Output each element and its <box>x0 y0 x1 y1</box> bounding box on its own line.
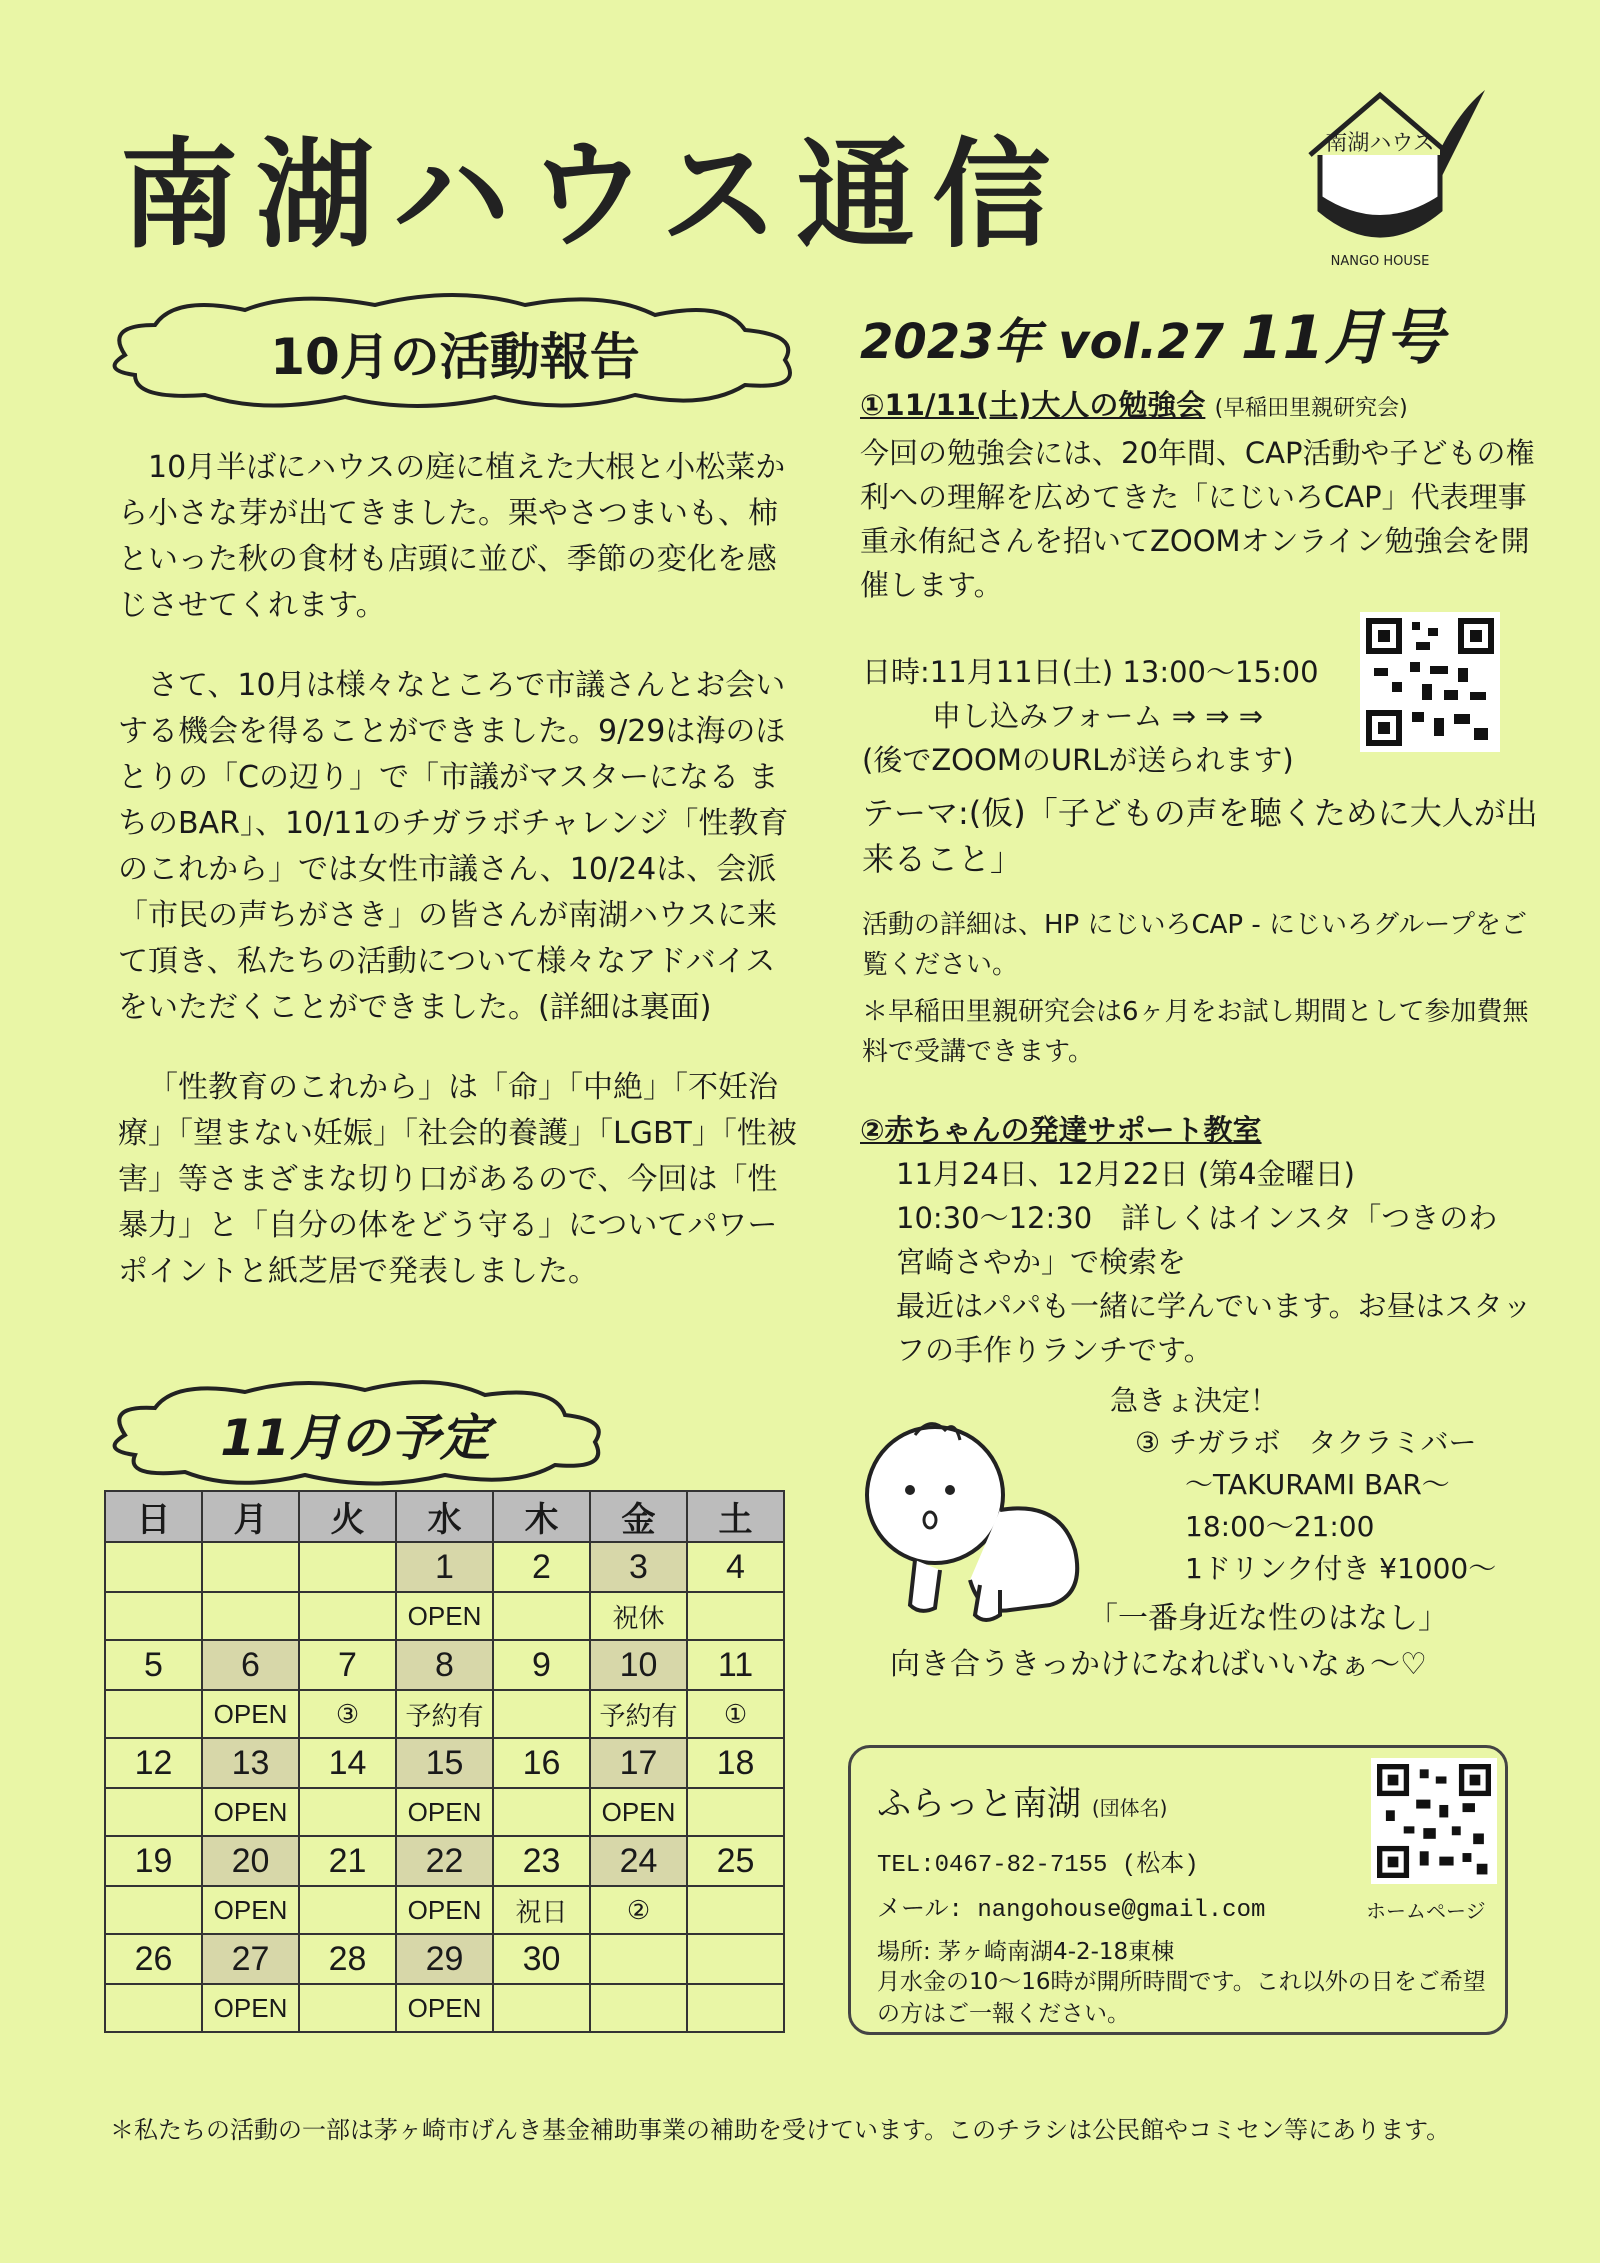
calendar-day-number: 7 <box>299 1640 396 1690</box>
calendar-day-note: OPEN <box>202 1886 299 1934</box>
calendar-day-note: OPEN <box>396 1592 493 1640</box>
newsletter-title: 南湖ハウス通信 <box>120 125 1069 264</box>
calendar-day-number: 29 <box>396 1934 493 1984</box>
whale-house-logo <box>1270 60 1490 270</box>
calendar-note-row <box>105 1886 784 1934</box>
baby-class-dates: 11月24日、12月22日 (第4金曜日) <box>896 1157 1355 1191</box>
calendar-day-number: 19 <box>105 1836 202 1886</box>
calendar-day-note <box>105 1690 202 1738</box>
calendar-day-note <box>299 1886 396 1934</box>
calendar-day-number: 16 <box>493 1738 590 1788</box>
study-note: ＊早稲田里親研究会は6ヶ月をお試し期間として参加費無料で受講できます。 <box>862 997 1529 1067</box>
calendar-day-note: 予約有 <box>590 1690 687 1738</box>
calendar-day-number: 15 <box>396 1738 493 1788</box>
calendar-day-note: OPEN <box>590 1788 687 1836</box>
calendar-day-row <box>105 1542 784 1592</box>
calendar-day-note: OPEN <box>202 1788 299 1836</box>
calendar-day-number: 6 <box>202 1640 299 1690</box>
bar-urgent: 急きょ決定！ <box>1110 1384 1279 1417</box>
weekday-header: 月 <box>202 1491 299 1542</box>
october-paragraph-3: 「性教育のこれから」は「命」「中絶」「不妊治療」「望まない妊娠」「社会的養護」「LGBT」「性被害」等さまざまな切り口があるので、今回は「性暴力」と「自分の体をどう守る」についてパワーポイントと紙芝居で発表しました。 <box>118 1070 797 1289</box>
baby-class-title: ②赤ちゃんの発達サポート教室 <box>860 1113 1262 1147</box>
calendar-day-note <box>687 1886 784 1934</box>
calendar-day-number: 27 <box>202 1934 299 1984</box>
contact-mail[interactable]: メール: nangohouse@gmail.com <box>877 1897 1266 1924</box>
calendar-day-number <box>105 1542 202 1592</box>
study-event <box>860 383 1540 607</box>
november-calendar <box>104 1490 785 2033</box>
calendar-day-number: 1 <box>396 1542 493 1592</box>
calendar-day-number: 11 <box>687 1640 784 1690</box>
november-heading-cloud <box>95 1370 615 1500</box>
group-label: (団体名) <box>1091 1796 1168 1820</box>
issue-month: 11月号 <box>1240 303 1445 373</box>
calendar-note-row <box>105 1690 784 1738</box>
homepage-qr-code[interactable] <box>1371 1758 1497 1884</box>
calendar-day-note: OPEN <box>202 1984 299 2032</box>
study-schedule <box>862 650 1362 782</box>
calendar-day-note <box>105 1984 202 2032</box>
study-org: (早稲田里親研究会) <box>1214 396 1408 421</box>
calendar-day-note: OPEN <box>396 1984 493 2032</box>
contact-box <box>848 1745 1508 2035</box>
study-qr-code[interactable] <box>1360 612 1500 752</box>
bar-event <box>1105 1380 1525 1590</box>
calendar-day-note: 予約有 <box>396 1690 493 1738</box>
october-heading-cloud <box>95 285 815 415</box>
calendar-day-number: 8 <box>396 1640 493 1690</box>
calendar-day-number <box>299 1542 396 1592</box>
weekday-header: 水 <box>396 1491 493 1542</box>
calendar-day-note <box>493 1788 590 1836</box>
calendar-day-note <box>202 1592 299 1640</box>
calendar-day-note <box>493 1984 590 2032</box>
calendar-day-number: 2 <box>493 1542 590 1592</box>
calendar-day-number <box>590 1934 687 1984</box>
calendar-day-number: 5 <box>105 1640 202 1690</box>
bar-subtitle: ～TAKURAMI BAR～ <box>1185 1468 1450 1501</box>
weekday-header: 金 <box>590 1491 687 1542</box>
calendar-day-row <box>105 1738 784 1788</box>
weekday-header: 火 <box>299 1491 396 1542</box>
weekday-header: 日 <box>105 1491 202 1542</box>
logo-caption: NANGO HOUSE <box>1330 254 1430 269</box>
contact-hours: 月水金の10～16時が開所時間です。これ以外の日をご希望の方はご一報ください。 <box>877 1969 1486 2027</box>
calendar-day-note: OPEN <box>202 1690 299 1738</box>
calendar-day-note <box>299 1592 396 1640</box>
calendar-day-note <box>590 1984 687 2032</box>
group-name-row <box>877 1776 1167 1825</box>
calendar-day-number: 9 <box>493 1640 590 1690</box>
qr-code-icon <box>1366 618 1494 746</box>
calendar-day-note: ③ <box>299 1690 396 1738</box>
contact-place: 場所: 茅ヶ崎南湖4-2-18東棟 <box>877 1939 1175 1965</box>
calendar-day-note <box>687 1984 784 2032</box>
calendar-day-number: 10 <box>590 1640 687 1690</box>
baby-class-event <box>860 1108 1540 1372</box>
study-body: 今回の勉強会には、20年間、CAP活動や子どもの権利への理解を広めてきた「にじいろCAP」代表理事 重永侑紀さんを招いてZOOMオンライン勉強会を開催します。 <box>860 436 1535 602</box>
calendar-day-note: ① <box>687 1690 784 1738</box>
bar-price: 1ドリンク付き ¥1000～ <box>1185 1552 1497 1585</box>
calendar-day-number: 12 <box>105 1738 202 1788</box>
study-theme: テーマ:(仮)「子どもの声を聴くために大人が出来ること」 <box>862 794 1538 878</box>
calendar-note-row <box>105 1788 784 1836</box>
calendar-day-number: 22 <box>396 1836 493 1886</box>
footer-note: ＊私たちの活動の一部は茅ヶ崎市げんき基金補助事業の補助を受けています。このチラシは公民館やコミセン等にあります。 <box>110 2116 1451 2144</box>
bar-time: 18:00～21:00 <box>1185 1510 1375 1543</box>
calendar-day-number: 26 <box>105 1934 202 1984</box>
calendar-day-note <box>687 1592 784 1640</box>
calendar-day-row <box>105 1836 784 1886</box>
calendar-day-number: 18 <box>687 1738 784 1788</box>
study-apply-link[interactable]: 申し込みフォーム ⇒ ⇒ ⇒ <box>932 699 1264 733</box>
study-title: ①11/11(土)大人の勉強会 <box>860 388 1206 422</box>
calendar-day-note: 祝日 <box>493 1886 590 1934</box>
calendar-day-number: 24 <box>590 1836 687 1886</box>
calendar-day-note: ② <box>590 1886 687 1934</box>
bar-closing: 向き合うきっかけになればいいなぁ～♡ <box>890 1647 1427 1682</box>
calendar-note-row <box>105 1592 784 1640</box>
calendar-day-note <box>105 1788 202 1836</box>
weekday-header: 土 <box>687 1491 784 1542</box>
october-paragraph-2: さて、10月は様々なところで市議さんとお会いする機会を得ることができました。9/29は海のほとりの「Cの辺り」で「市議がマスターになる まちのBAR」、10/11のチガラボチャレンジ「性教育のこれから」では女性市議さん、10/24は、会派「市民の声ちがさき」の皆さんが南湖ハウスに来て頂き、私たちの活動について様々なアドバイスをいただくことができました。(詳細は裏面) <box>118 668 789 1025</box>
calendar-day-row <box>105 1934 784 1984</box>
homepage-label: ホームページ <box>1366 1899 1486 1923</box>
calendar-day-note <box>493 1690 590 1738</box>
calendar-day-number: 21 <box>299 1836 396 1886</box>
calendar-day-number: 23 <box>493 1836 590 1886</box>
calendar-day-number: 17 <box>590 1738 687 1788</box>
group-name: ふらっと南湖 <box>877 1784 1081 1824</box>
calendar-day-number: 4 <box>687 1542 784 1592</box>
calendar-day-note <box>105 1886 202 1934</box>
qr-code-icon <box>1377 1764 1491 1878</box>
calendar-day-note: 祝休 <box>590 1592 687 1640</box>
calendar-day-number <box>202 1542 299 1592</box>
calendar-day-note: OPEN <box>396 1886 493 1934</box>
calendar-day-number <box>687 1934 784 1984</box>
calendar-day-number: 30 <box>493 1934 590 1984</box>
study-zoom-note: (後でZOOMのURLが送られます) <box>862 743 1294 777</box>
november-heading: 11月の予定 <box>220 1409 490 1467</box>
calendar-day-note <box>299 1984 396 2032</box>
calendar-day-row <box>105 1640 784 1690</box>
calendar-day-number: 28 <box>299 1934 396 1984</box>
baby-class-time: 10:30～12:30 詳しくはインスタ「つきのわ 宮崎さやか」で検索を <box>896 1201 1527 1279</box>
calendar-day-note <box>105 1592 202 1640</box>
calendar-day-note <box>299 1788 396 1836</box>
logo-text: 南湖ハウス <box>1325 131 1435 156</box>
october-heading: 10月の活動報告 <box>270 328 640 386</box>
issue-line <box>860 290 1444 376</box>
october-report-body <box>118 445 798 1295</box>
calendar-day-note: OPEN <box>396 1788 493 1836</box>
crawling-baby-illustration <box>860 1410 1110 1630</box>
bar-title: ③ チガラボ タクラミバー <box>1135 1426 1477 1459</box>
study-datetime: 日時:11月11日(土) 13:00～15:00 <box>862 655 1319 689</box>
contact-tel: TEL:0467-82-7155 (松本) <box>877 1852 1199 1879</box>
calendar-day-number: 3 <box>590 1542 687 1592</box>
issue-year: 2023年 vol.27 <box>860 314 1225 370</box>
calendar-day-number: 25 <box>687 1836 784 1886</box>
calendar-day-number: 13 <box>202 1738 299 1788</box>
calendar-day-note <box>493 1592 590 1640</box>
calendar-weekday-row <box>105 1491 784 1542</box>
weekday-header: 木 <box>493 1491 590 1542</box>
baby-class-body: 最近はパパも一緒に学んでいます。お昼はスタッフの手作りランチです。 <box>896 1289 1532 1367</box>
calendar-day-note <box>687 1788 784 1836</box>
calendar-day-number: 20 <box>202 1836 299 1886</box>
calendar-day-number: 14 <box>299 1738 396 1788</box>
bar-topic: 「一番身近な性のはなし」 <box>1088 1601 1448 1636</box>
calendar-note-row <box>105 1984 784 2032</box>
study-details: 活動の詳細は、HP にじいろCAP - にじいろグループをご覧ください。 <box>862 910 1527 980</box>
october-paragraph-1: 10月半ばにハウスの庭に植えた大根と小松菜から小さな芽が出てきました。栗やさつまいも、柿といった秋の食材も店頭に並び、季節の変化を感じさせてくれます。 <box>118 450 786 623</box>
